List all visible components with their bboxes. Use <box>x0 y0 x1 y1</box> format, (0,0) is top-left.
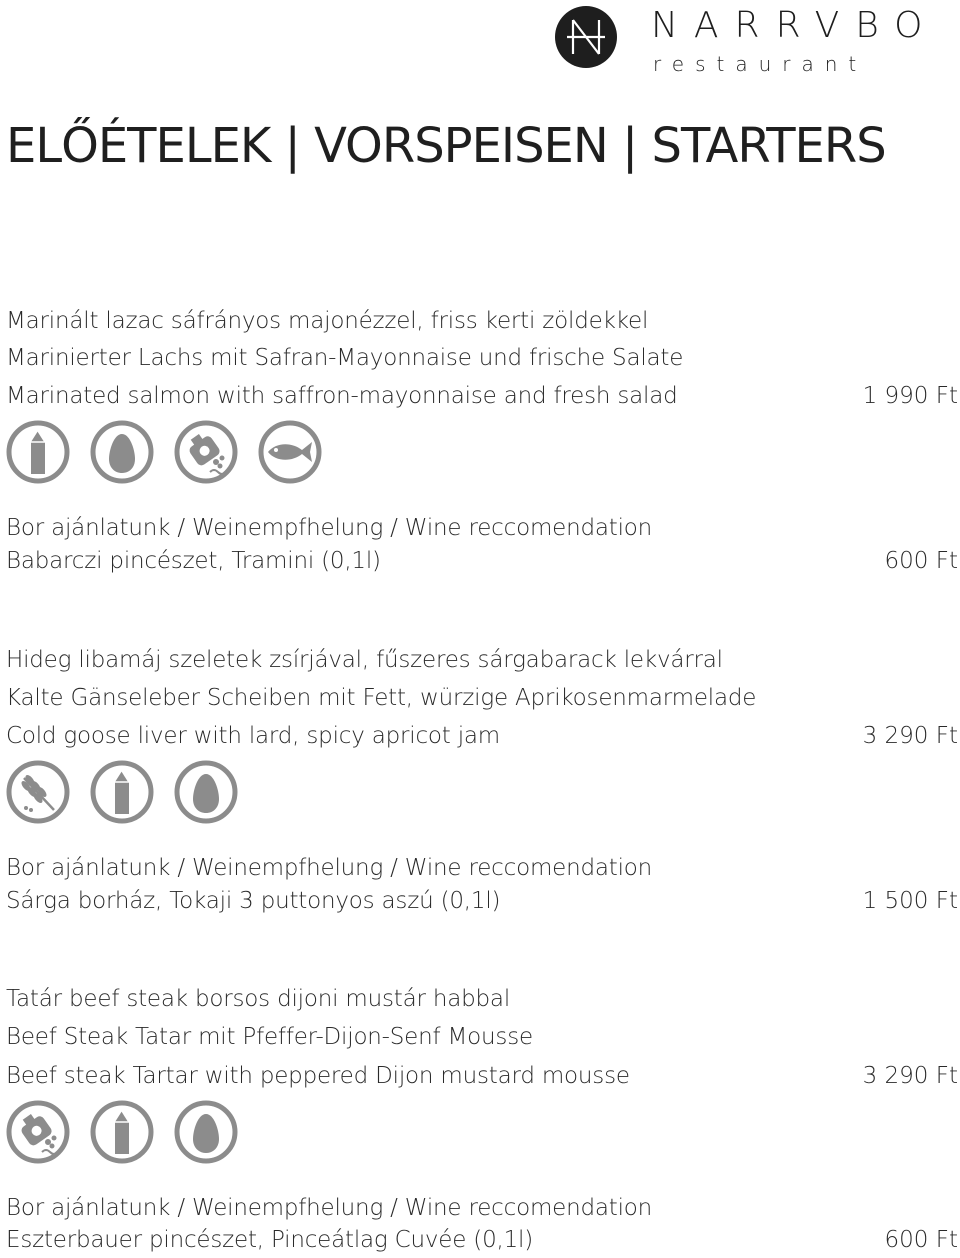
wine-recommendation-label: Bor ajánlatunk / Weinempfhelung / Wine reccomendation <box>6 855 653 881</box>
egg-icon <box>172 758 240 826</box>
allergen-icons <box>4 1098 240 1166</box>
wine-price: 600 Ft <box>884 548 958 574</box>
wheat-icon <box>4 758 72 826</box>
page-title: ELŐÉTELEK | VORSPEISEN | STARTERS <box>6 118 886 174</box>
restaurant-logo <box>555 6 955 74</box>
egg-icon <box>88 418 156 486</box>
egg-icon <box>172 1098 240 1166</box>
milk-carton-icon <box>88 758 156 826</box>
wine-name: Babarczi pincészet, Tramini (0,1l) <box>6 548 381 574</box>
item-price: 3 290 Ft <box>862 723 958 749</box>
wine-price: 1 500 Ft <box>862 888 958 914</box>
item-price: 3 290 Ft <box>862 1063 958 1089</box>
allergen-icons <box>4 758 240 826</box>
item-name-en: Beef steak Tartar with peppered Dijon mustard mousse <box>6 1063 630 1089</box>
item-name-hu: Marinált lazac sáfrányos majonézzel, friss kerti zöldekkel <box>6 308 649 334</box>
wine-name: Sárga borház, Tokaji 3 puttonyos aszú (0,1l) <box>6 888 501 914</box>
fish-icon <box>256 418 324 486</box>
item-name-hu: Hideg libamáj szeletek zsírjával, fűszeres sárgabarack lekvárral <box>6 647 723 673</box>
mustard-icon <box>4 1098 72 1166</box>
wine-recommendation-label: Bor ajánlatunk / Weinempfhelung / Wine reccomendation <box>6 1195 653 1221</box>
item-name-de: Beef Steak Tatar mit Pfeffer-Dijon-Senf Mousse <box>6 1024 533 1050</box>
allergen-icons <box>4 418 324 486</box>
logo-monogram-icon <box>555 6 617 68</box>
item-name-en: Marinated salmon with saffron-mayonnaise and fresh salad <box>6 383 678 409</box>
item-name-de: Marinierter Lachs mit Safran-Mayonnaise und frische Salate <box>6 345 684 371</box>
item-price: 1 990 Ft <box>862 383 958 409</box>
item-name-en: Cold goose liver with lard, spicy apricot jam <box>6 723 501 749</box>
item-name-de: Kalte Gänseleber Scheiben mit Fett, würzige Aprikosenmarmelade <box>6 685 757 711</box>
milk-carton-icon <box>88 1098 156 1166</box>
brand-name: NARRVBO <box>651 5 939 46</box>
brand-subtitle: restaurant <box>653 52 868 76</box>
wine-price: 600 Ft <box>884 1227 958 1253</box>
wine-recommendation-label: Bor ajánlatunk / Weinempfhelung / Wine reccomendation <box>6 515 653 541</box>
item-name-hu: Tatár beef steak borsos dijoni mustár habbal <box>6 986 511 1012</box>
milk-carton-icon <box>4 418 72 486</box>
mustard-icon <box>172 418 240 486</box>
wine-name: Eszterbauer pincészet, Pinceátlag Cuvée (0,1l) <box>6 1227 534 1253</box>
